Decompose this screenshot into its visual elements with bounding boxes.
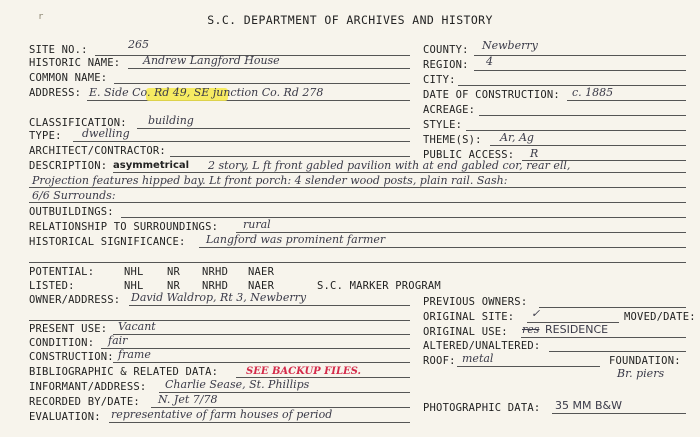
common-name-label: COMMON NAME: <box>29 72 108 84</box>
marker-program: S.C. MARKER PROGRAM <box>317 280 441 292</box>
region-line <box>474 70 686 71</box>
acreage-line <box>479 115 686 116</box>
common-name-line <box>114 83 410 84</box>
previous-owners-line <box>539 307 686 308</box>
photo-label: PHOTOGRAPHIC DATA: <box>423 402 541 414</box>
address-label: ADDRESS: <box>29 87 82 99</box>
photo-value: 35 MM B&W <box>555 399 622 412</box>
moved-date-label: MOVED/DATE: <box>624 311 696 323</box>
style-label: STYLE: <box>423 119 463 131</box>
themes-line <box>490 145 686 146</box>
roof-line <box>457 366 600 367</box>
city-label: CITY: <box>423 74 456 86</box>
evaluation-line <box>109 422 410 423</box>
roof-value: metal <box>462 352 494 365</box>
outbuildings-line <box>121 217 686 218</box>
significance-label: HISTORICAL SIGNIFICANCE: <box>29 236 186 248</box>
style-line <box>466 130 686 131</box>
outbuildings-label: OUTBUILDINGS: <box>29 206 114 218</box>
description-line-2 <box>29 187 686 188</box>
surroundings-label: RELATIONSHIP TO SURROUNDINGS: <box>29 221 219 233</box>
informant-label: INFORMANT/ADDRESS: <box>29 381 147 393</box>
county-line <box>474 55 686 56</box>
original-site-value: ✓ <box>531 307 541 320</box>
biblio-label: BIBLIOGRAPHIC & RELATED DATA: <box>29 366 219 378</box>
potential-naer: NAER <box>248 266 275 278</box>
original-site-label: ORIGINAL SITE: <box>423 311 515 323</box>
photo-line <box>552 413 686 414</box>
listed-nhl: NHL <box>124 280 144 292</box>
potential-nhl: NHL <box>124 266 144 278</box>
architect-line <box>170 156 410 157</box>
historic-name-label: HISTORIC NAME: <box>29 57 121 69</box>
date-label: DATE OF CONSTRUCTION: <box>423 89 560 101</box>
public-access-label: PUBLIC ACCESS: <box>423 149 515 161</box>
original-use-label: ORIGINAL USE: <box>423 326 508 338</box>
description-line-3 <box>29 202 686 203</box>
construction-label: CONSTRUCTION: <box>29 351 114 363</box>
listed-label: LISTED: <box>29 280 75 292</box>
significance-value: Langford was prominent farmer <box>206 233 386 246</box>
original-use-line <box>521 337 686 338</box>
themes-value: Ar, Ag <box>500 131 534 144</box>
classification-value: building <box>148 114 194 127</box>
listed-nrhd: NRHD <box>202 280 229 292</box>
owner-line-2 <box>29 320 410 321</box>
recorded-value: N. Jet 7/78 <box>158 393 218 406</box>
foundation-value: Br. piers <box>617 367 665 380</box>
site-no-value: 265 <box>128 38 149 51</box>
corner-mark: r <box>38 12 44 22</box>
previous-owners-label: PREVIOUS OWNERS: <box>423 296 528 308</box>
address-value: E. Side Co. Rd 49, SE junction Co. Rd 278 <box>89 86 324 99</box>
description-text-3: 6/6 Surrounds: <box>32 189 116 202</box>
region-value: 4 <box>486 55 493 68</box>
biblio-value: SEE BACKUP FILES. <box>246 366 361 377</box>
present-use-value: Vacant <box>118 320 156 333</box>
listed-naer: NAER <box>248 280 275 292</box>
page-title: S.C. DEPARTMENT OF ARCHIVES AND HISTORY <box>207 13 493 27</box>
description-label: DESCRIPTION: <box>29 160 108 172</box>
historic-name-line <box>128 68 410 69</box>
type-label: TYPE: <box>29 130 62 142</box>
original-use-value: RESIDENCE <box>545 323 609 336</box>
acreage-label: ACREAGE: <box>423 104 476 116</box>
evaluation-label: EVALUATION: <box>29 411 101 423</box>
surroundings-value: rural <box>243 218 271 231</box>
date-value: c. 1885 <box>572 86 614 99</box>
type-value: dwelling <box>82 127 130 140</box>
historic-name-value: Andrew Langford House <box>143 54 280 67</box>
owner-label: OWNER/ADDRESS: <box>29 294 121 306</box>
present-use-line <box>113 334 410 335</box>
description-text-1: 2 story, L ft front gabled pavilion with at end gabled cor, rear ell, <box>208 159 571 172</box>
public-access-value: R <box>530 147 539 160</box>
original-use-struck: res <box>522 323 540 336</box>
recorded-label: RECORDED BY/DATE: <box>29 396 140 408</box>
owner-value: David Waldrop, Rt 3, Newberry <box>131 291 307 304</box>
construction-line <box>113 362 410 363</box>
potential-nrhd: NRHD <box>202 266 229 278</box>
themes-label: THEME(S): <box>423 134 482 146</box>
condition-label: CONDITION: <box>29 337 95 349</box>
informant-value: Charlie Sease, St. Phillips <box>165 378 310 391</box>
foundation-label: FOUNDATION: <box>609 355 681 367</box>
region-label: REGION: <box>423 59 469 71</box>
owner-line <box>129 305 410 306</box>
classification-label: CLASSIFICATION: <box>29 117 127 129</box>
evaluation-value: representative of farm houses of period <box>111 408 333 421</box>
condition-value: fair <box>108 334 128 347</box>
classification-line <box>137 128 410 129</box>
significance-line <box>199 247 686 248</box>
architect-label: ARCHITECT/CONTRACTOR: <box>29 145 166 157</box>
address-line <box>87 100 410 101</box>
site-no-label: SITE NO.: <box>29 44 88 56</box>
construction-value: frame <box>118 348 151 361</box>
roof-label: ROOF: <box>423 355 456 367</box>
type-line <box>73 141 410 142</box>
date-line <box>567 100 686 101</box>
description-typed: asymmetrical <box>113 160 190 171</box>
description-line-1 <box>113 172 686 173</box>
potential-nr: NR <box>167 266 181 278</box>
altered-label: ALTERED/UNALTERED: <box>423 340 541 352</box>
county-label: COUNTY: <box>423 44 469 56</box>
present-use-label: PRESENT USE: <box>29 323 108 335</box>
altered-line <box>549 351 686 352</box>
potential-label: POTENTIAL: <box>29 266 95 278</box>
listed-nr: NR <box>167 280 181 292</box>
blank-line-1 <box>29 262 686 263</box>
county-value: Newberry <box>482 39 538 52</box>
description-text-2: Projection features hipped bay. Lt front porch: 4 slender wood posts, plain rail. Sash: <box>32 174 508 187</box>
